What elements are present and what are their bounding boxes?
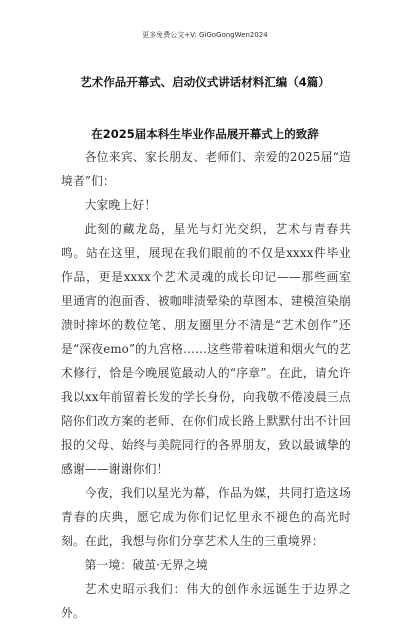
body-paragraph-greeting: 大家晚上好！ <box>84 198 157 212</box>
header-note: 更多免费公文+V: GiGoGongWen2024 <box>142 31 268 39</box>
speech-title: 在2025届本科生毕业作品展开幕式上的致辞 <box>91 127 319 141</box>
body-paragraph-tonight: 今夜，我们以星光为幕，作品为媒，共同打造这场青春的庆典，愿它成为你们记忆里永不褪色的高光时刻。在此，我想与你们分享艺术人生的三重境界： <box>61 486 351 548</box>
document-title: 艺术作品开幕式、启动仪式讲话材料汇编（4篇） <box>80 75 330 89</box>
speech-body <box>61 145 351 625</box>
body-paragraph-opening: 此刻的藏龙岛，星光与灯光交织，艺术与青春共鸣。站在这里，展现在我们眼前的不仅是xxxx件毕业作品，更是xxxx个艺术灵魂的成长印记——那些画室里通宵的泡面香、被咖啡渍晕染的草图本、建模渲染崩溃时摔坏的数位笔、朋友圈里分不清是“艺术创作”还是“深夜emo”的九宫格……这些带着味道和烟火气的艺术修行，恰是今晚展览最动人的“序章”。在此，请允许我以xx年前留着长发的学长身份，向我敬不倦凌晨三点陪你们改方案的老师、在你们成长路上默默付出不计回报的父母、始终与美院同行的各界朋友，致以最诚挚的感谢——谢谢你们！ <box>61 222 351 476</box>
body-paragraph-art-history: 艺术史昭示我们：伟大的创作永远诞生于边界之外。 <box>61 582 351 620</box>
body-paragraph-first-realm: 第一境：破茧·无界之境 <box>84 558 208 572</box>
body-paragraph-salutation: 各位来宾、家长朋友、老师们、亲爱的2025届“造境者”们： <box>61 150 351 188</box>
